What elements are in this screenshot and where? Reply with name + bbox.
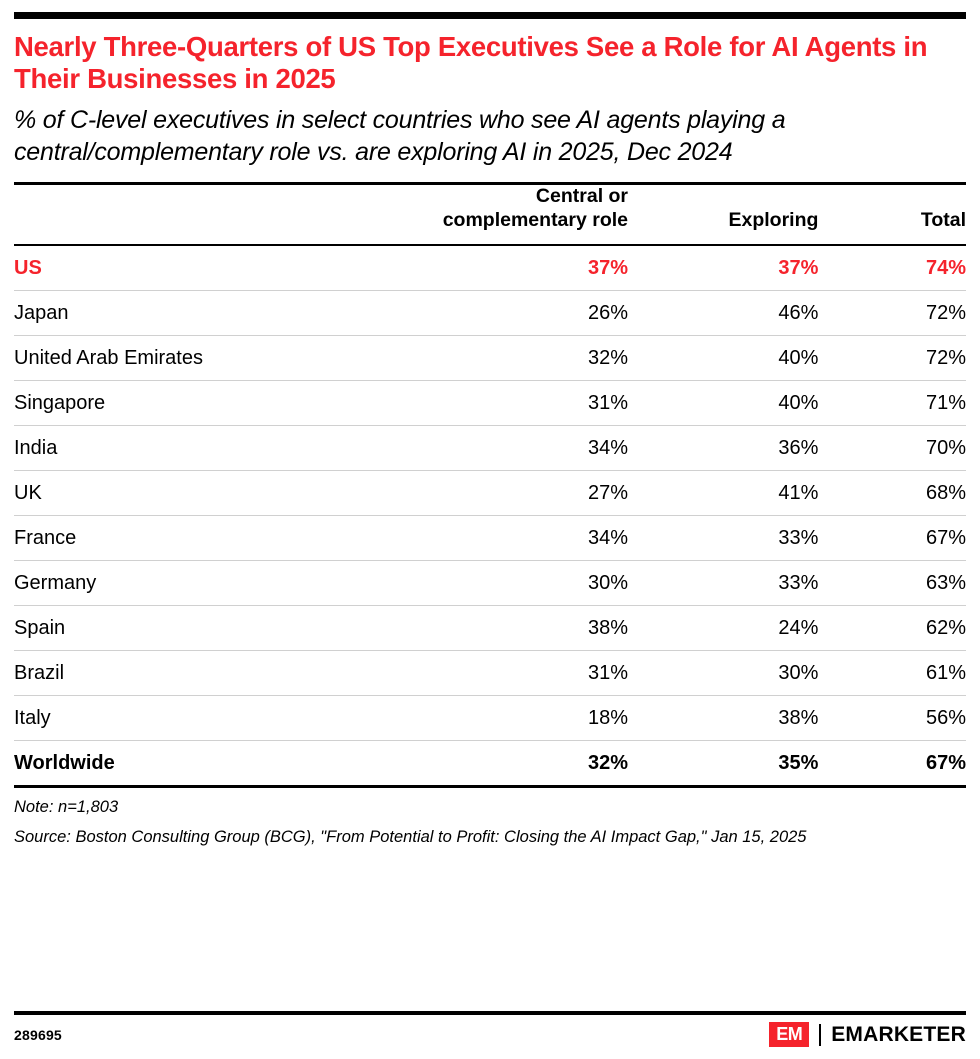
cell-central: 37%	[423, 245, 628, 291]
brand-divider	[819, 1024, 821, 1046]
cell-total: 74%	[818, 245, 966, 291]
cell-total: 61%	[818, 651, 966, 696]
cell-total: 67%	[818, 741, 966, 787]
cell-exploring: 40%	[628, 381, 818, 426]
cell-total: 71%	[818, 381, 966, 426]
cell-total: 63%	[818, 561, 966, 606]
cell-country: Worldwide	[14, 741, 423, 787]
table-row	[14, 381, 966, 426]
chart-id: 289695	[14, 1026, 62, 1043]
cell-total: 72%	[818, 336, 966, 381]
cell-central: 27%	[423, 471, 628, 516]
cell-country: India	[14, 426, 423, 471]
note-text: Note: n=1,803	[14, 798, 119, 817]
cell-central: 18%	[423, 696, 628, 741]
cell-total: 62%	[818, 606, 966, 651]
cell-total: 72%	[818, 291, 966, 336]
cell-central: 26%	[423, 291, 628, 336]
page-subtitle: % of C-level executives in select countries who see AI agents playing a central/complementary role vs. are exploring AI in 2025, Dec 2024	[14, 105, 786, 166]
table-header	[14, 183, 966, 245]
cell-country: US	[14, 245, 423, 291]
table-row	[14, 606, 966, 651]
cell-country: Spain	[14, 606, 423, 651]
table-row	[14, 471, 966, 516]
brand-name: EMARKETER	[831, 1022, 966, 1046]
footer-divider	[14, 1011, 966, 1015]
cell-central: 38%	[423, 606, 628, 651]
cell-central: 30%	[423, 561, 628, 606]
cell-country: Japan	[14, 291, 423, 336]
table-row	[14, 426, 966, 471]
cell-central: 32%	[423, 336, 628, 381]
cell-central: 34%	[423, 516, 628, 561]
column-header-central: Central or complementary role	[442, 184, 629, 231]
table-row	[14, 651, 966, 696]
cell-exploring: 38%	[628, 696, 818, 741]
cell-central: 32%	[423, 741, 628, 787]
column-header-exploring: Exploring	[728, 208, 819, 231]
cell-exploring: 41%	[628, 471, 818, 516]
table-row	[14, 336, 966, 381]
cell-exploring: 46%	[628, 291, 818, 336]
table-row	[14, 245, 966, 291]
brand-logo	[769, 1022, 966, 1047]
column-header-total: Total	[920, 208, 966, 231]
cell-country: Singapore	[14, 381, 423, 426]
cell-exploring: 36%	[628, 426, 818, 471]
cell-central: 31%	[423, 651, 628, 696]
cell-central: 34%	[423, 426, 628, 471]
cell-exploring: 40%	[628, 336, 818, 381]
cell-exploring: 24%	[628, 606, 818, 651]
top-divider	[14, 12, 966, 19]
cell-exploring: 33%	[628, 561, 818, 606]
cell-country: UK	[14, 471, 423, 516]
column-header-country	[14, 183, 423, 245]
cell-central: 31%	[423, 381, 628, 426]
cell-country: Germany	[14, 561, 423, 606]
cell-total: 68%	[818, 471, 966, 516]
table-row	[14, 516, 966, 561]
footer	[14, 1011, 966, 1047]
cell-total: 70%	[818, 426, 966, 471]
table-body	[14, 245, 966, 787]
cell-country: Brazil	[14, 651, 423, 696]
cell-country: France	[14, 516, 423, 561]
table-row	[14, 561, 966, 606]
table-row	[14, 741, 966, 787]
source-text: Source: Boston Consulting Group (BCG), "From Potential to Profit: Closing the AI Impact Gap," Jan 15, 2025	[14, 828, 807, 847]
emarketer-mark-icon: EM	[769, 1022, 809, 1047]
cell-country: United Arab Emirates	[14, 336, 423, 381]
cell-country: Italy	[14, 696, 423, 741]
table-row	[14, 291, 966, 336]
cell-exploring: 35%	[628, 741, 818, 787]
chart-page	[0, 12, 980, 1059]
page-title: Nearly Three-Quarters of US Top Executives See a Role for AI Agents in Their Businesses in 2025	[14, 31, 928, 94]
data-table	[14, 182, 966, 789]
cell-total: 67%	[818, 516, 966, 561]
table-row	[14, 696, 966, 741]
cell-exploring: 30%	[628, 651, 818, 696]
cell-exploring: 37%	[628, 245, 818, 291]
cell-exploring: 33%	[628, 516, 818, 561]
cell-total: 56%	[818, 696, 966, 741]
